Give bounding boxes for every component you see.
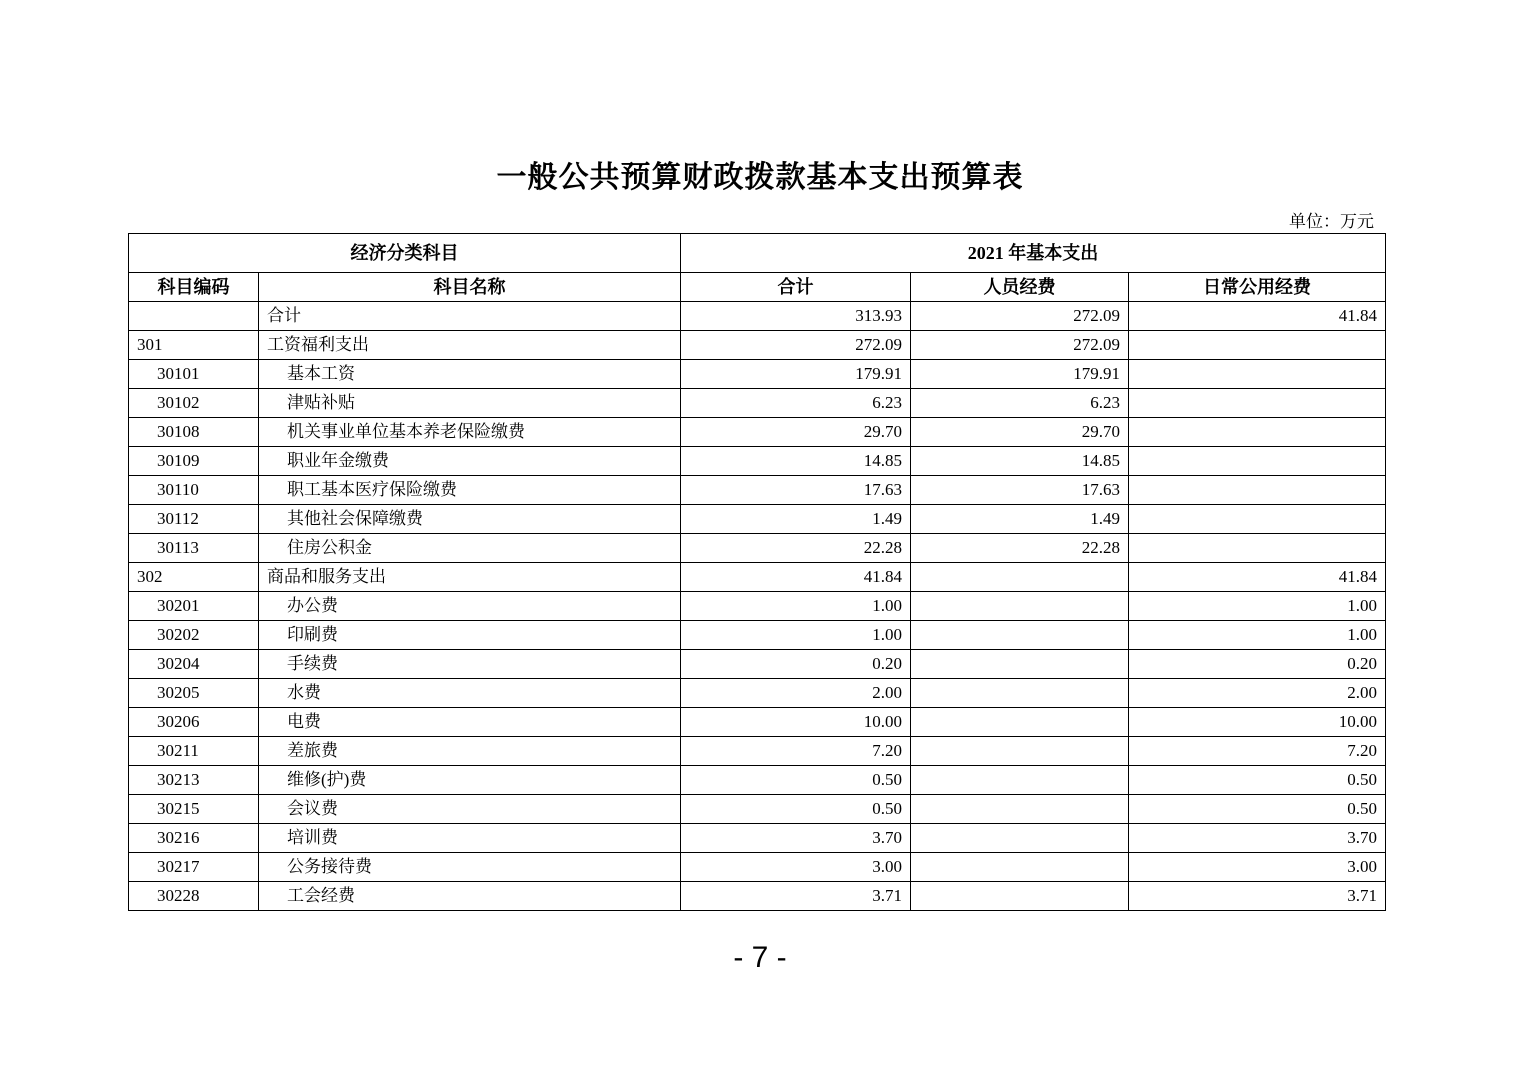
cell-subject-code: 302 [129,563,259,592]
header-subject-name: 科目名称 [259,273,681,302]
cell-subject-code: 30213 [129,766,259,795]
table-row [129,737,1386,766]
cell-total: 0.20 [681,650,911,679]
cell-subject-code: 30101 [129,360,259,389]
cell-subject-code: 30110 [129,476,259,505]
cell-personnel-expense: 179.91 [911,360,1129,389]
table-row [129,592,1386,621]
cell-public-expense [1129,476,1386,505]
cell-subject-name: 差旅费 [259,737,681,766]
cell-subject-code: 301 [129,331,259,360]
cell-personnel-expense [911,824,1129,853]
cell-subject-name: 基本工资 [259,360,681,389]
cell-personnel-expense: 6.23 [911,389,1129,418]
table-row [129,360,1386,389]
cell-public-expense: 0.20 [1129,650,1386,679]
cell-total: 22.28 [681,534,911,563]
cell-personnel-expense: 17.63 [911,476,1129,505]
cell-personnel-expense: 29.70 [911,418,1129,447]
cell-personnel-expense [911,708,1129,737]
cell-personnel-expense: 272.09 [911,302,1129,331]
cell-subject-name: 合计 [259,302,681,331]
cell-subject-name: 水费 [259,679,681,708]
cell-public-expense: 1.00 [1129,592,1386,621]
cell-subject-name: 职业年金缴费 [259,447,681,476]
cell-public-expense: 0.50 [1129,795,1386,824]
cell-subject-code [129,302,259,331]
cell-personnel-expense [911,853,1129,882]
table-row [129,824,1386,853]
cell-subject-code: 30108 [129,418,259,447]
cell-total: 7.20 [681,737,911,766]
cell-subject-name: 会议费 [259,795,681,824]
cell-personnel-expense [911,766,1129,795]
cell-subject-code: 30202 [129,621,259,650]
cell-public-expense [1129,534,1386,563]
cell-total: 3.71 [681,882,911,911]
cell-total: 29.70 [681,418,911,447]
cell-public-expense: 1.00 [1129,621,1386,650]
header-personnel-expense: 人员经费 [911,273,1129,302]
header-subject-code: 科目编码 [129,273,259,302]
cell-personnel-expense [911,650,1129,679]
cell-personnel-expense [911,621,1129,650]
cell-public-expense: 0.50 [1129,766,1386,795]
cell-public-expense: 2.00 [1129,679,1386,708]
cell-personnel-expense [911,737,1129,766]
cell-subject-name: 电费 [259,708,681,737]
cell-subject-name: 津贴补贴 [259,389,681,418]
cell-public-expense [1129,360,1386,389]
cell-subject-code: 30215 [129,795,259,824]
table-body [129,302,1386,911]
cell-public-expense [1129,389,1386,418]
cell-total: 1.00 [681,592,911,621]
table-row [129,853,1386,882]
cell-subject-name: 机关事业单位基本养老保险缴费 [259,418,681,447]
cell-subject-name: 培训费 [259,824,681,853]
cell-subject-code: 30201 [129,592,259,621]
table-row [129,476,1386,505]
cell-total: 10.00 [681,708,911,737]
cell-total: 2.00 [681,679,911,708]
cell-subject-name: 商品和服务支出 [259,563,681,592]
table-row [129,882,1386,911]
cell-subject-code: 30113 [129,534,259,563]
table-row [129,650,1386,679]
header-basic-expenditure-2021: 2021 年基本支出 [681,234,1386,273]
cell-subject-name: 工资福利支出 [259,331,681,360]
cell-total: 17.63 [681,476,911,505]
header-column-row [129,273,1386,302]
cell-personnel-expense [911,563,1129,592]
table-row [129,708,1386,737]
cell-public-expense [1129,505,1386,534]
table-row [129,621,1386,650]
header-group-row [129,234,1386,273]
cell-personnel-expense [911,795,1129,824]
table-row [129,766,1386,795]
budget-table [128,233,1386,911]
cell-subject-name: 职工基本医疗保险缴费 [259,476,681,505]
cell-subject-code: 30211 [129,737,259,766]
cell-subject-code: 30216 [129,824,259,853]
cell-public-expense: 41.84 [1129,302,1386,331]
table-row [129,679,1386,708]
page-title: 一般公共预算财政拨款基本支出预算表 [496,161,1024,194]
cell-public-expense: 41.84 [1129,563,1386,592]
cell-subject-code: 30206 [129,708,259,737]
table-row [129,302,1386,331]
cell-total: 3.00 [681,853,911,882]
cell-total: 1.49 [681,505,911,534]
cell-subject-code: 30205 [129,679,259,708]
cell-total: 0.50 [681,795,911,824]
cell-public-expense: 10.00 [1129,708,1386,737]
cell-subject-name: 手续费 [259,650,681,679]
cell-total: 14.85 [681,447,911,476]
cell-total: 272.09 [681,331,911,360]
page-number: - 7 - [733,941,787,974]
cell-total: 0.50 [681,766,911,795]
cell-personnel-expense [911,679,1129,708]
cell-subject-name: 公务接待费 [259,853,681,882]
cell-subject-code: 30217 [129,853,259,882]
cell-subject-code: 30109 [129,447,259,476]
cell-total: 179.91 [681,360,911,389]
cell-public-expense [1129,447,1386,476]
cell-public-expense: 3.70 [1129,824,1386,853]
cell-subject-name: 办公费 [259,592,681,621]
header-economic-classification: 经济分类科目 [129,234,681,273]
cell-subject-name: 印刷费 [259,621,681,650]
cell-personnel-expense: 22.28 [911,534,1129,563]
cell-total: 313.93 [681,302,911,331]
header-total: 合计 [681,273,911,302]
cell-personnel-expense: 272.09 [911,331,1129,360]
unit-label: 单位：万元 [1289,212,1374,231]
cell-subject-code: 30112 [129,505,259,534]
cell-subject-code: 30204 [129,650,259,679]
cell-personnel-expense: 14.85 [911,447,1129,476]
table-row [129,563,1386,592]
cell-subject-code: 30102 [129,389,259,418]
cell-total: 6.23 [681,389,911,418]
cell-subject-name: 住房公积金 [259,534,681,563]
table-row [129,795,1386,824]
table-row [129,534,1386,563]
cell-total: 3.70 [681,824,911,853]
cell-personnel-expense: 1.49 [911,505,1129,534]
cell-public-expense: 7.20 [1129,737,1386,766]
header-public-expense: 日常公用经费 [1129,273,1386,302]
cell-personnel-expense [911,592,1129,621]
table-row [129,418,1386,447]
cell-subject-name: 其他社会保障缴费 [259,505,681,534]
cell-public-expense: 3.00 [1129,853,1386,882]
cell-subject-name: 工会经费 [259,882,681,911]
cell-public-expense [1129,331,1386,360]
table-row [129,447,1386,476]
cell-public-expense: 3.71 [1129,882,1386,911]
table-row [129,389,1386,418]
cell-total: 1.00 [681,621,911,650]
cell-public-expense [1129,418,1386,447]
cell-subject-code: 30228 [129,882,259,911]
table-row [129,331,1386,360]
cell-personnel-expense [911,882,1129,911]
cell-total: 41.84 [681,563,911,592]
table-row [129,505,1386,534]
cell-subject-name: 维修(护)费 [259,766,681,795]
